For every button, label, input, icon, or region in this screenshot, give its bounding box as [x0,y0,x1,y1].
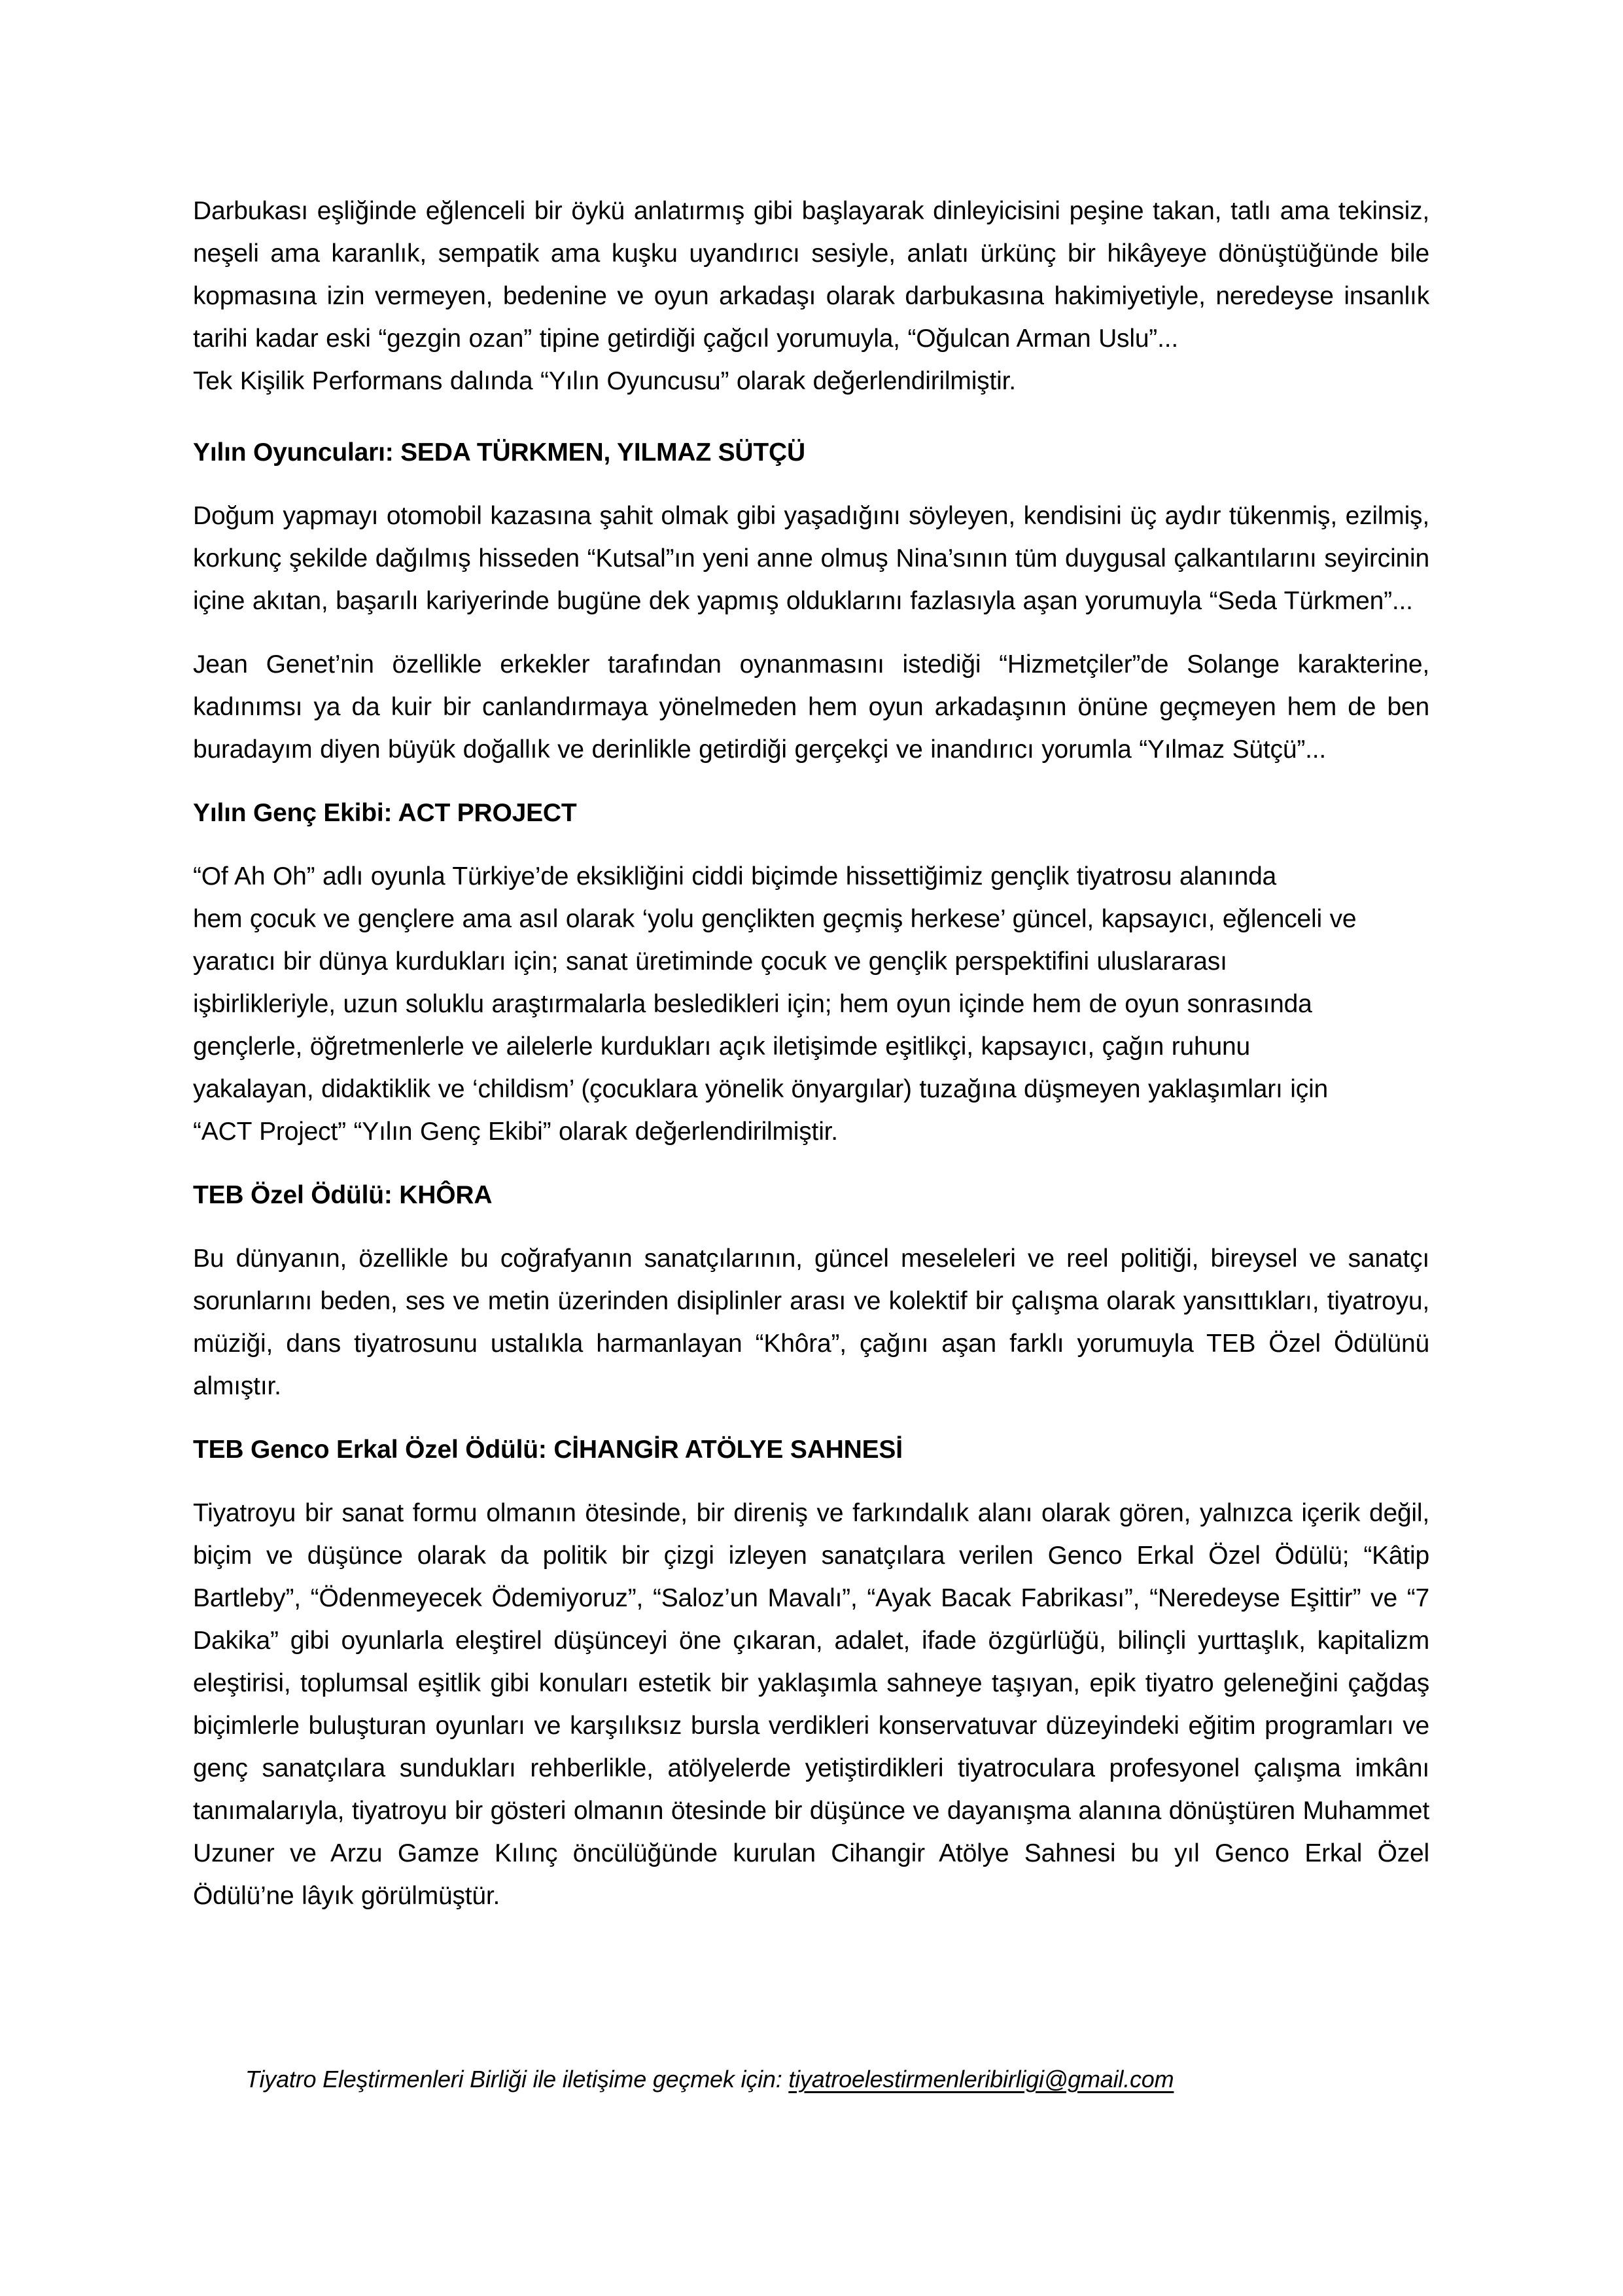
paragraph-line: gençlerle, öğretmenlerle ve ailelerle kurdukları açık iletişimde eşitlikçi, kapsayıcı, çağın ruhunu [193,1033,1250,1061]
document-page [193,190,1429,1938]
paragraph-yilmaz-sutcu: Jean Genet’nin özellikle erkekler tarafından oynanmasını istediği “Hizmetçiler”de Solange karakterine, kadınımsı ya da kuir bir canlandırmaya yönelmeden hem oyun arkadaşının önüne geçmeyen hem de ben buradayım diyen büyük doğallık ve derinlikle getirdiği gerçekçi ve inandırıcı yorumla “Yılmaz Sütçü”... [193,650,1429,764]
intro-paragraph: Darbukası eşliğinde eğlenceli bir öykü anlatırmış gibi başlayarak dinleyicisini peşine takan, tatlı ama tekinsiz, neşeli ama karanlık, sempatik ama kuşku uyandırıcı sesiyle, anlatı ürkünç bir hikâyeye dönüştüğünde bile kopmasına izin vermeyen, bedenine ve oyun arkadaşı olarak darbukasına hakimiyetiyle, neredeyse insanlık tarihi kadar eski “gezgin ozan” tipine getirdiği çağcıl yorumuyla, “Oğulcan Arman Uslu”... [193,197,1429,353]
section-heading-yilin-oyunculari: Yılın Oyuncuları: SEDA TÜRKMEN, YILMAZ SÜTÇÜ [193,438,805,467]
paragraph-khora: Bu dünyanın, özellikle bu coğrafyanın sanatçılarının, güncel meseleleri ve reel politiği, bireysel ve sanatçı sorunlarını beden, ses ve metin üzerinden disiplinler arası ve kolektif bir çalışma olarak yansıttıkları, tiyatroyu, müziği, dans tiyatrosunu ustalıkla harmanlayan “Khôra”, çağını aşan farklı yorumuyla TEB Özel Ödülünü almıştır. [193,1245,1429,1400]
contact-footer [245,2061,1174,2098]
paragraph-line: “Of Ah Oh” adlı oyunla Türkiye’de eksikliğini ciddi biçimde hissettiğimiz gençlik tiyatrosu alanında [193,862,1277,891]
paragraph-line: “ACT Project” “Yılın Genç Ekibi” olarak değerlendirilmiştir. [193,1118,838,1146]
paragraph-line: yaratıcı bir dünya kurdukları için; sanat üretiminde çocuk ve gençlik perspektifini uluslararası [193,947,1227,976]
paragraph-line: hem çocuk ve gençlere ama asıl olarak ‘yolu gençlikten geçmiş herkese’ güncel, kapsayıcı, eğlenceli ve [193,905,1357,933]
section-heading-teb-genco-erkal-ozel-odulu: TEB Genco Erkal Özel Ödülü: CİHANGİR ATÖLYE SAHNESİ [193,1436,903,1464]
footer-text: Tiyatro Eleştirmenleri Birliği ile iletişime geçmek için: [245,2066,789,2093]
paragraph-line: işbirlikleriyle, uzun soluklu araştırmalarla besledikleri için; hem oyun içinde hem de oyun sonrasında [193,990,1312,1018]
paragraph-act-project [193,855,1429,1153]
paragraph-cihangir-atolye-sahnesi: Tiyatroyu bir sanat formu olmanın ötesinde, bir direniş ve farkındalık alanı olarak gören, yalnızca içerik değil, biçim ve düşünce olarak da politik bir çizgi izleyen sanatçılara verilen Genco Erkal Özel Ödülü; “Kâtip Bartleby”, “Ödenmeyecek Ödemiyoruz”, “Saloz’un Mavalı”, “Ayak Bacak Fabrikası”, “Neredeyse Eşittir” ve “7 Dakika” gibi oyunlarla eleştirel düşünceyi öne çıkaran, adalet, ifade özgürlüğü, bilinçli yurttaşlık, kapitalizm eleştirisi, toplumsal eşitlik gibi konuları estetik bir yaklaşımla sahneye taşıyan, epik tiyatro geleneğini çağdaş biçimlerle buluşturan oyunları ve karşılıksız bursla verdikleri konservatuvar düzeyindeki eğitim programları ve genç sanatçılara sundukları rehberlikle, atölyelerde yetiştirdikleri tiyatroculara profesyonel çalışma imkânı tanımalarıyla, tiyatroyu bir gösteri olmanın ötesinde bir düşünce ve dayanışma alanına dönüştüren Muhammet Uzuner ve Arzu Gamze Kılınç öncülüğünde kurulan Cihangir Atölye Sahnesi bu yıl Genco Erkal Özel Ödülü’ne lâyık görülmüştür. [193,1499,1429,1910]
section-heading-yilin-genc-ekibi: Yılın Genç Ekibi: ACT PROJECT [193,799,577,827]
section-heading-teb-ozel-odulu: TEB Özel Ödülü: KHÔRA [193,1181,493,1209]
paragraph-line: yakalayan, didaktiklik ve ‘childism’ (çocuklara yönelik önyargılar) tuzağına düşmeyen yaklaşımları için [193,1075,1329,1103]
paragraph-seda-turkmen: Doğum yapmayı otomobil kazasına şahit olmak gibi yaşadığını söyleyen, kendisini üç aydır tükenmiş, ezilmiş, korkunç şekilde dağılmış hisseden “Kutsal”ın yeni anne olmuş Nina’sının tüm duygusal çalkantılarını seyircinin içine akıtan, başarılı kariyerinde bugüne dek yapmış olduklarını fazlasıyla aşan yorumuyla “Seda Türkmen”... [193,502,1429,615]
intro-closing-line: Tek Kişilik Performans dalında “Yılın Oyuncusu” olarak değerlendirilmiştir. [193,367,1016,395]
contact-email-link[interactable]: tiyatroelestirmenleribirligi@gmail.com [788,2066,1174,2093]
